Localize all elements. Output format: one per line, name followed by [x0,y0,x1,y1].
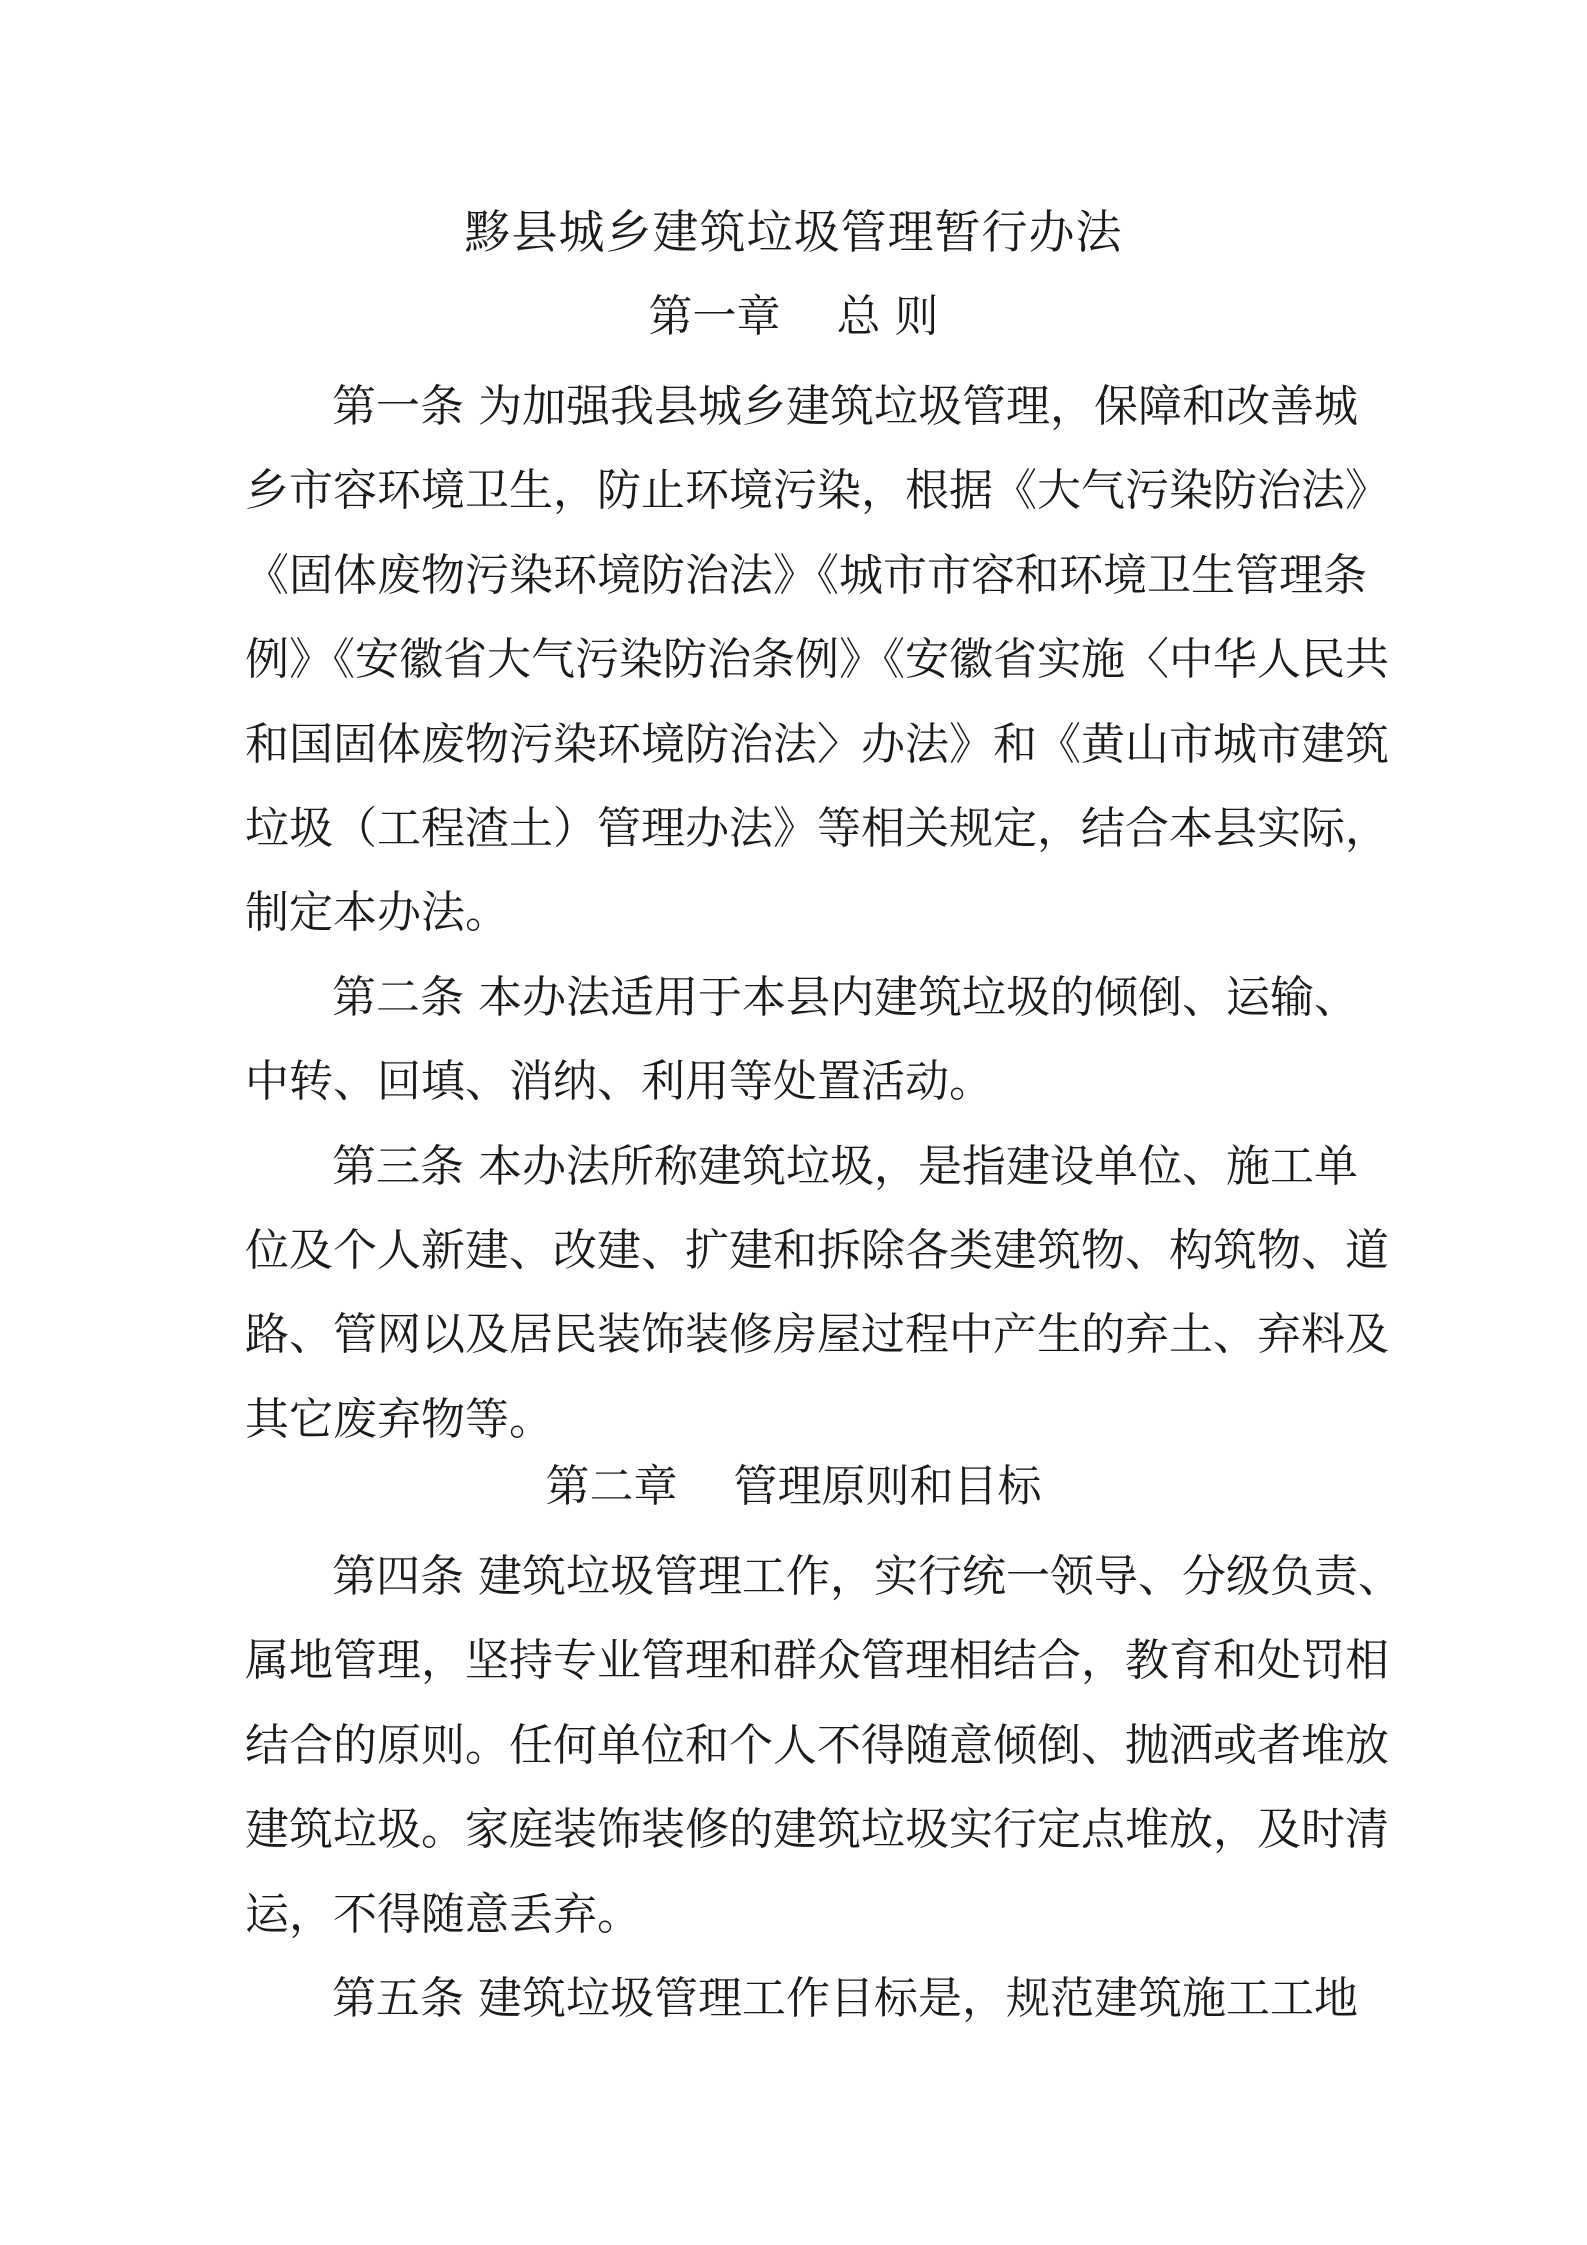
article-5-line-1: 第五条 建筑垃圾管理工作目标是，规范建筑施工工地 [332,1973,1358,2024]
article-4-line-3: 结合的原则。任何单位和个人不得随意倾倒、抛洒或者堆放 [245,1720,1389,1771]
article-1-line-6: 垃圾（工程渣土）管理办法》等相关规定，结合本县实际， [245,803,1389,854]
article-4-line-1: 第四条 建筑垃圾管理工作，实行统一领导、分级负责、 [332,1551,1402,1602]
chapter-name: 管理原则和目标 [733,1461,1042,1512]
article-1-line-1: 第一条 为加强我县城乡建筑垃圾管理，保障和改善城 [332,381,1358,432]
article-1-line-7: 制定本办法。 [245,887,509,938]
document-title: 黟县城乡建筑垃圾管理暂行办法 [464,205,1123,259]
article-3-line-3: 路、管网以及居民装饰装修房屋过程中产生的弃土、弃料及 [245,1309,1389,1360]
article-4-line-5: 运，不得随意丢弃。 [245,1889,641,1940]
article-3-line-4: 其它废弃物等。 [245,1394,553,1445]
chapter-heading-2 [0,1457,1587,1517]
article-2-line-1: 第二条 本办法适用于本县内建筑垃圾的倾倒、运输、 [332,972,1358,1023]
article-2-line-2: 中转、回填、消纳、利用等处置活动。 [245,1056,993,1107]
chapter-number: 第二章 [545,1461,678,1512]
article-1-line-2: 乡市容环境卫生，防止环境污染，根据《大气污染防治法》 [245,465,1389,516]
chapter-number: 第一章 [648,291,781,342]
article-1-line-3: 《固体废物污染环境防治法》《城市市容和环境卫生管理条 [245,550,1367,601]
article-4-line-4: 建筑垃圾。家庭装饰装修的建筑垃圾实行定点堆放，及时清 [245,1804,1389,1855]
article-4-line-2: 属地管理，坚持专业管理和群众管理相结合，教育和处罚相 [245,1635,1389,1686]
article-1-line-5: 和国固体废物污染环境防治法〉办法》和《黄山市城市建筑 [245,719,1389,770]
article-3-line-2: 位及个人新建、改建、扩建和拆除各类建筑物、构筑物、道 [245,1225,1389,1276]
chapter-name: 总 则 [836,291,939,342]
article-1-line-4: 例》《安徽省大气污染防治条例》《安徽省实施〈中华人民共 [245,634,1389,685]
article-3-line-1: 第三条 本办法所称建筑垃圾，是指建设单位、施工单 [332,1141,1358,1192]
chapter-heading-1 [0,287,1587,347]
